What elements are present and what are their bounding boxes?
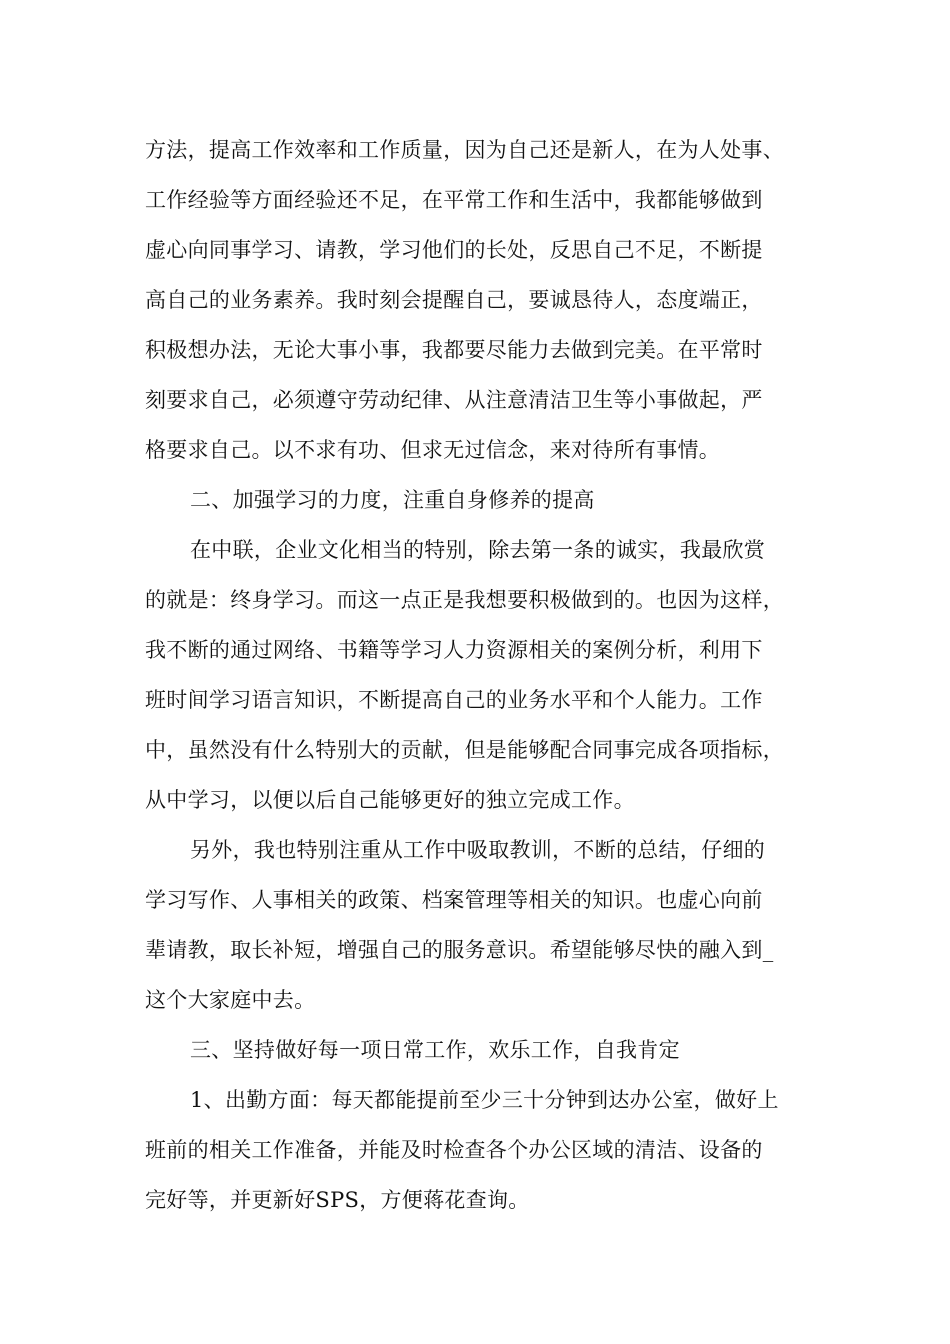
text-line: 中，虽然没有什么特别大的贡献，但是能够配合同事完成各项指标， <box>145 738 784 762</box>
text-line: 我不断的通过网络、书籍等学习人力资源相关的案例分析，利用下 <box>145 638 763 662</box>
text-line: 格要求自己。以不求有功、但求无过信念，来对待所有事情。 <box>145 438 721 462</box>
text-line: 方法，提高工作效率和工作质量，因为自己还是新人，在为人处事、 <box>145 138 784 162</box>
text-line: 从中学习，以便以后自己能够更好的独立完成工作。 <box>145 788 635 812</box>
text-line: 在中联，企业文化相当的特别，除去第一条的诚实，我最欣赏 <box>190 538 766 562</box>
text-line: 另外，我也特别注重从工作中吸取教训，不断的总结，仔细的 <box>190 838 766 862</box>
text-line: 高自己的业务素养。我时刻会提醒自己，要诚恳待人，态度端正， <box>145 288 763 312</box>
section-heading: 三、坚持做好每一项日常工作，欢乐工作，自我肯定 <box>190 1038 680 1062</box>
text-line: 班时间学习语言知识，不断提高自己的业务水平和个人能力。工作 <box>145 688 763 712</box>
text-line: 辈请教，取长补短，增强自己的服务意识。希望能够尽快的融入到_ <box>145 938 774 962</box>
text-line: 这个大家庭中去。 <box>145 988 316 1012</box>
text-line: 班前的相关工作准备，并能及时检查各个办公区域的清洁、设备的 <box>145 1138 763 1162</box>
text-line: 工作经验等方面经验还不足，在平常工作和生活中，我都能够做到 <box>145 188 763 212</box>
text-line: 的就是：终身学习。而这一点正是我想要积极做到的。也因为这样， <box>145 588 784 612</box>
text-line: 完好等，并更新好SPS，方便蒋花查询。 <box>145 1188 530 1212</box>
text-line: 虚心向同事学习、请教，学习他们的长处，反思自己不足，不断提 <box>145 238 763 262</box>
text-line: 1、出勤方面：每天都能提前至少三十分钟到达办公室，做好上 <box>190 1088 779 1112</box>
text-line: 刻要求自己，必须遵守劳动纪律、从注意清洁卫生等小事做起，严 <box>145 388 763 412</box>
section-heading: 二、加强学习的力度，注重自身修养的提高 <box>190 488 595 512</box>
text-line: 积极想办法，无论大事小事，我都要尽能力去做到完美。在平常时 <box>145 338 763 362</box>
text-line: 学习写作、人事相关的政策、档案管理等相关的知识。也虚心向前 <box>145 888 763 912</box>
